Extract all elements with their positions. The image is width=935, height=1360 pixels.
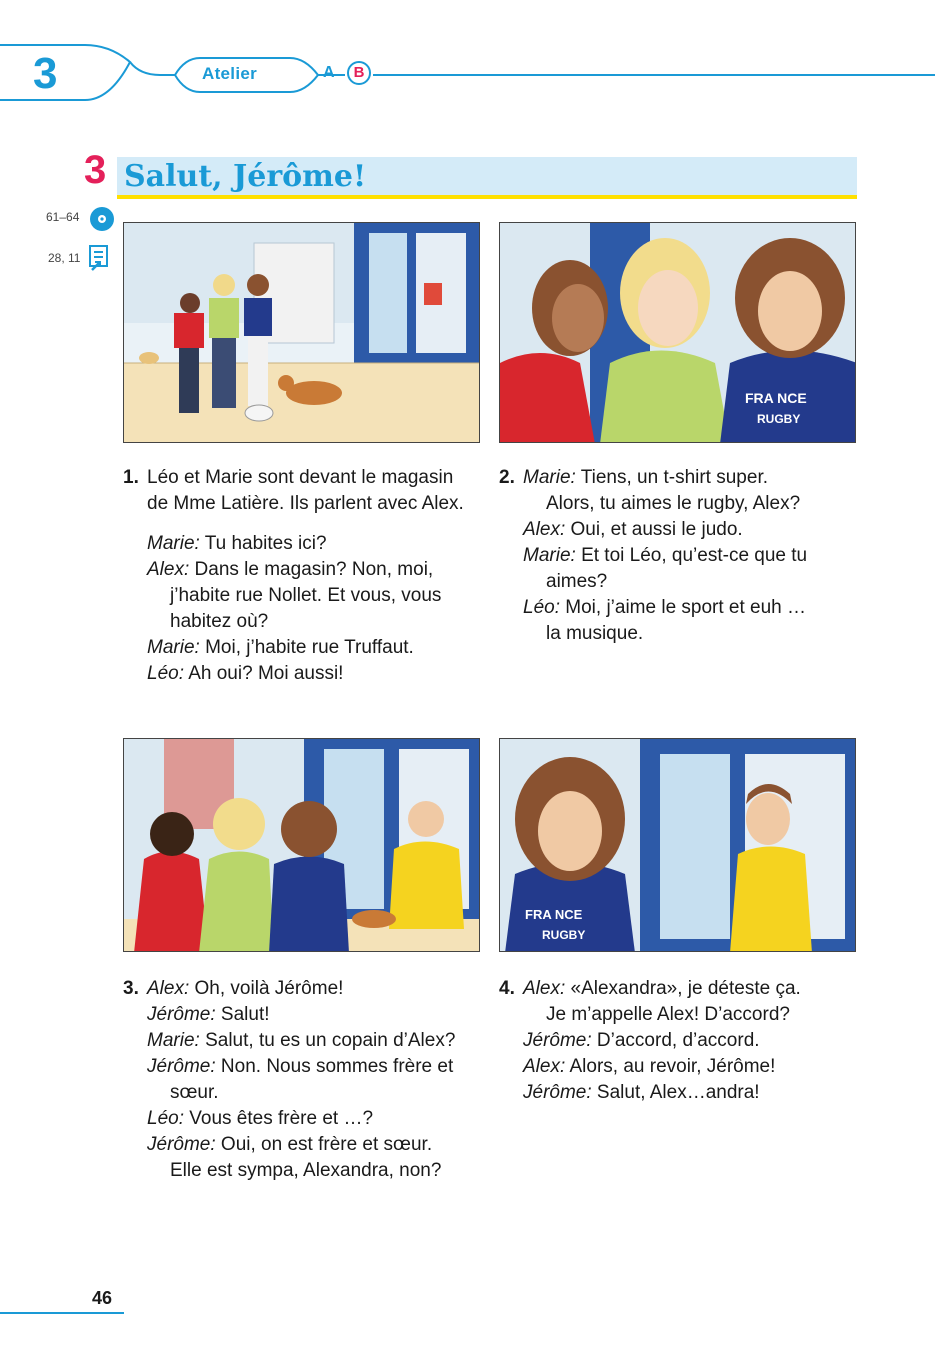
dialogue-cont: la musique.: [546, 623, 644, 644]
dialogue-line: Oui, on est frère et sœur.: [220, 1134, 433, 1155]
speaker: Alex:: [147, 978, 190, 999]
scene-3-dialogue: [123, 1002, 503, 1184]
section-number: 3: [84, 148, 107, 192]
dialogue-line: Vous êtes frère et …?: [189, 1108, 374, 1129]
dialogue-cont: sœur.: [170, 1082, 219, 1103]
level-a-marker: A: [323, 64, 335, 81]
dialogue-line: Dans le magasin? Non, moi,: [194, 559, 434, 580]
scene-3-text: [123, 976, 503, 1184]
dialogue-cont: j’habite rue Nollet. Et vous, vous: [170, 585, 442, 606]
speaker: Jérôme:: [147, 1134, 216, 1155]
scene-number: 2.: [499, 467, 515, 488]
speaker: Marie:: [523, 467, 576, 488]
dialogue-line: Tiens, un t-shirt super.: [580, 467, 768, 488]
tshirt-print-2: FRA NCE: [525, 907, 583, 922]
speaker: Léo:: [523, 597, 560, 618]
scene-1-intro: [123, 465, 498, 491]
dialogue-cont: Elle est sympa, Alexandra, non?: [170, 1160, 442, 1181]
cd-icon: [89, 206, 115, 232]
section-label: Atelier: [202, 64, 258, 83]
scene-4-dialogue: [499, 1028, 919, 1106]
dialogue-cont: aimes?: [546, 571, 608, 592]
scene-1-text: [123, 465, 498, 687]
page-number: 46: [92, 1288, 113, 1308]
tshirt-print-rugby-2: RUGBY: [542, 928, 586, 942]
dialogue-line: Et toi Léo, qu’est-ce que tu: [581, 545, 808, 566]
speaker: Léo:: [147, 1108, 184, 1129]
speaker: Alex:: [523, 1056, 566, 1077]
dialogue-line: Salut!: [220, 1004, 270, 1025]
section-title: Salut, Jérôme!: [124, 159, 367, 194]
speaker: Alex:: [147, 559, 190, 580]
speaker: Alex:: [523, 978, 566, 999]
page-rule: [0, 1312, 124, 1314]
comic-panel-4: [499, 738, 856, 952]
dialogue-line: Moi, j’aime le sport et euh …: [565, 597, 807, 618]
tshirt-print: FRA NCE: [745, 390, 807, 406]
speaker: Jérôme:: [147, 1056, 216, 1077]
dialogue-cont: Je m’appelle Alex! D’accord?: [546, 1004, 790, 1025]
intro-line-2: de Mme Latière. Ils parlent avec Alex.: [147, 493, 464, 514]
cd-tracks: 61–64: [46, 210, 80, 224]
speaker: Alex:: [523, 519, 566, 540]
speaker: Jérôme:: [147, 1004, 216, 1025]
chapter-number: 3: [33, 49, 58, 98]
level-b-marker: B: [347, 61, 371, 85]
dialogue-line: Oui, et aussi le judo.: [570, 519, 743, 540]
scene-number: 3.: [123, 978, 139, 999]
intro-line: Léo et Marie sont devant le magasin: [147, 467, 454, 488]
dialogue-cont: habitez où?: [170, 611, 269, 632]
comic-panel-3: [123, 738, 480, 952]
scene-1-dialogue: [123, 531, 498, 687]
workbook-icon: [88, 244, 110, 272]
speaker: Léo:: [147, 663, 184, 684]
dialogue-line: «Alexandra», je déteste ça.: [570, 978, 801, 999]
speaker: Marie:: [523, 545, 576, 566]
dialogue-line: Ah oui? Moi aussi!: [188, 663, 344, 684]
dialogue-line: Moi, j’habite rue Truffaut.: [205, 637, 414, 658]
scene-4-text: [499, 976, 919, 1106]
speaker: Marie:: [147, 637, 200, 658]
comic-panel-1: [123, 222, 480, 443]
workbook-ref: 28, 11: [48, 251, 81, 265]
speaker: Jérôme:: [523, 1082, 592, 1103]
dialogue-line: Tu habites ici?: [204, 533, 327, 554]
tshirt-print-rugby: RUGBY: [757, 412, 801, 426]
dialogue-line: D’accord, d’accord.: [596, 1030, 760, 1051]
scene-2-text: [499, 465, 919, 647]
dialogue-line: Non. Nous sommes frère et: [220, 1056, 454, 1077]
dialogue-line: Oh, voilà Jérôme!: [194, 978, 344, 999]
dialogue-cont: Alors, tu aimes le rugby, Alex?: [546, 493, 801, 514]
scene-2-dialogue: [499, 517, 919, 647]
scene-number: 1.: [123, 467, 139, 488]
speaker: Marie:: [147, 533, 200, 554]
dialogue-line: Salut, Alex…andra!: [596, 1082, 760, 1103]
comic-panel-2: [499, 222, 856, 443]
dialogue-line: Alors, au revoir, Jérôme!: [569, 1056, 776, 1077]
speaker: Jérôme:: [523, 1030, 592, 1051]
dialogue-line: Salut, tu es un copain d’Alex?: [205, 1030, 456, 1051]
header-decoration: [0, 0, 935, 110]
scene-number: 4.: [499, 978, 515, 999]
speaker: Marie:: [147, 1030, 200, 1051]
